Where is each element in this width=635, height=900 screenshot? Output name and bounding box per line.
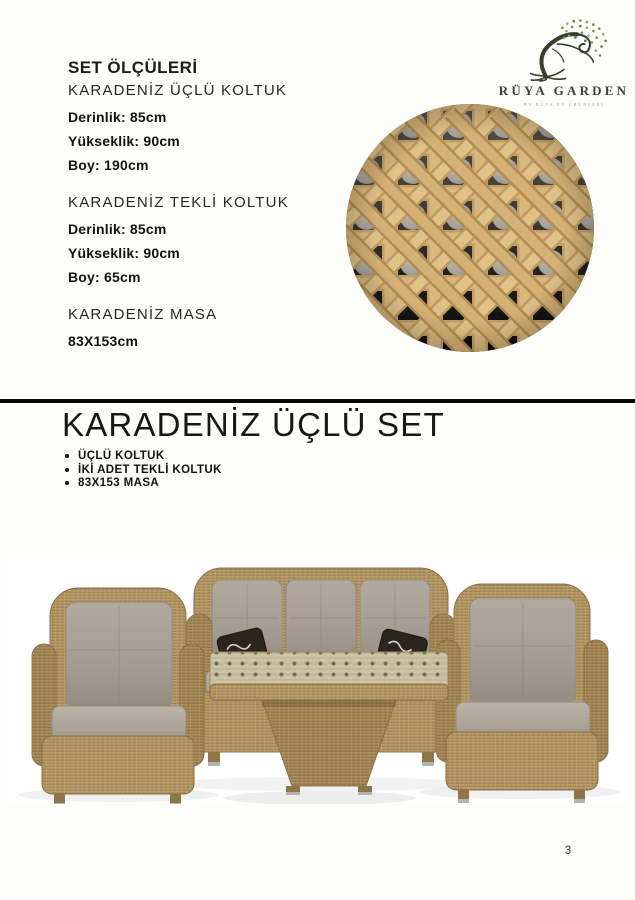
armchair-left-illustration — [32, 588, 204, 804]
tree-leaves — [561, 19, 607, 57]
set-item: 83X153 MASA — [62, 477, 482, 491]
spec-group-uclu-koltuk — [68, 82, 368, 173]
spec-group-name: KARADENİZ ÜÇLÜ KOLTUK — [68, 82, 288, 99]
set-item: İKİ ADET TEKLİ KOLTUK — [62, 464, 482, 478]
spec-group-name: KARADENİZ TEKLİ KOLTUK — [68, 194, 289, 211]
set-title: KARADENİZ ÜÇLÜ SET — [62, 406, 445, 443]
spec-dimension: Derinlik: 85cm — [68, 109, 167, 125]
spec-group-name: KARADENİZ MASA — [68, 306, 218, 323]
spec-dimension: Yükseklik: 90cm — [68, 133, 180, 149]
product-photo-wicker-set — [8, 552, 627, 804]
set-section — [62, 407, 482, 491]
bullet-icon — [65, 468, 69, 472]
spec-group-tekli-koltuk — [68, 194, 368, 285]
set-item: ÜÇLÜ KOLTUK — [62, 450, 482, 464]
bullet-icon — [65, 454, 69, 458]
armchair-right-illustration — [436, 584, 608, 803]
spec-dimension: 83X153cm — [68, 333, 139, 349]
spec-dimension: Boy: 65cm — [68, 269, 141, 285]
spec-group-masa — [68, 306, 368, 349]
brand-name: RÜYA GARDEN — [498, 83, 630, 98]
spec-dimension: Derinlik: 85cm — [68, 221, 167, 237]
brand-tagline: BY RÜYA EV ÜRÜNLERİ — [523, 102, 605, 107]
dimensions-panel — [68, 58, 368, 370]
specs-title: SET ÖLÇÜLERİ — [68, 58, 198, 77]
section-divider — [0, 399, 635, 403]
bullet-icon — [65, 481, 69, 485]
spec-dimension: Yükseklik: 90cm — [68, 245, 180, 261]
set-items-list — [62, 450, 482, 491]
brand-block — [496, 16, 632, 107]
spec-dimension: Boy: 190cm — [68, 157, 149, 173]
rattan-weave-image — [345, 103, 595, 353]
page-number: 3 — [564, 845, 572, 857]
windswept-tree-icon — [515, 16, 613, 82]
